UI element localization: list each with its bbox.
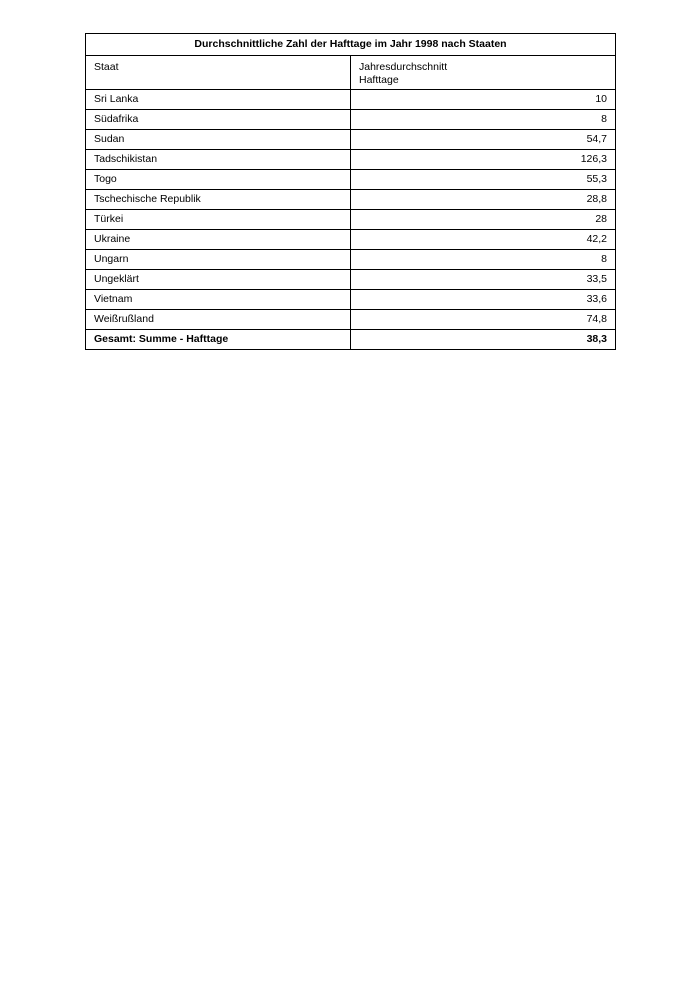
table-row — [86, 230, 616, 250]
total-wert: 38,3 — [351, 330, 616, 350]
cell-staat: Sudan — [86, 130, 351, 150]
cell-wert: 42,2 — [351, 230, 616, 250]
header-jahresdurchschnitt-line2: Hafttage — [359, 74, 399, 86]
cell-wert: 33,6 — [351, 290, 616, 310]
table-row — [86, 90, 616, 110]
cell-staat: Ungeklärt — [86, 270, 351, 290]
table-row — [86, 150, 616, 170]
cell-wert: 33,5 — [351, 270, 616, 290]
cell-wert: 126,3 — [351, 150, 616, 170]
table-header-row — [86, 56, 616, 90]
table-title-row — [86, 34, 616, 56]
cell-staat: Weißrußland — [86, 310, 351, 330]
cell-staat: Ukraine — [86, 230, 351, 250]
cell-wert: 8 — [351, 250, 616, 270]
header-jahresdurchschnitt — [351, 56, 616, 90]
cell-wert: 28,8 — [351, 190, 616, 210]
cell-wert: 54,7 — [351, 130, 616, 150]
cell-staat: Togo — [86, 170, 351, 190]
table-row — [86, 130, 616, 150]
cell-staat: Türkei — [86, 210, 351, 230]
table-row — [86, 190, 616, 210]
table-row — [86, 110, 616, 130]
cell-wert: 28 — [351, 210, 616, 230]
cell-staat: Südafrika — [86, 110, 351, 130]
cell-staat: Ungarn — [86, 250, 351, 270]
total-label: Gesamt: Summe - Hafttage — [86, 330, 351, 350]
hafttage-table — [85, 33, 616, 350]
table-row — [86, 210, 616, 230]
cell-staat: Tschechische Republik — [86, 190, 351, 210]
cell-wert: 10 — [351, 90, 616, 110]
table-row — [86, 270, 616, 290]
header-staat: Staat — [86, 56, 351, 90]
table-row — [86, 250, 616, 270]
cell-staat: Tadschikistan — [86, 150, 351, 170]
table-total-row — [86, 330, 616, 350]
header-jahresdurchschnitt-line1: Jahresdurchschnitt — [359, 61, 448, 73]
table-row — [86, 170, 616, 190]
table-title: Durchschnittliche Zahl der Hafttage im Jahr 1998 nach Staaten — [86, 34, 616, 56]
cell-staat: Sri Lanka — [86, 90, 351, 110]
cell-wert: 55,3 — [351, 170, 616, 190]
cell-wert: 74,8 — [351, 310, 616, 330]
cell-wert: 8 — [351, 110, 616, 130]
table-row — [86, 310, 616, 330]
table-row — [86, 290, 616, 310]
cell-staat: Vietnam — [86, 290, 351, 310]
